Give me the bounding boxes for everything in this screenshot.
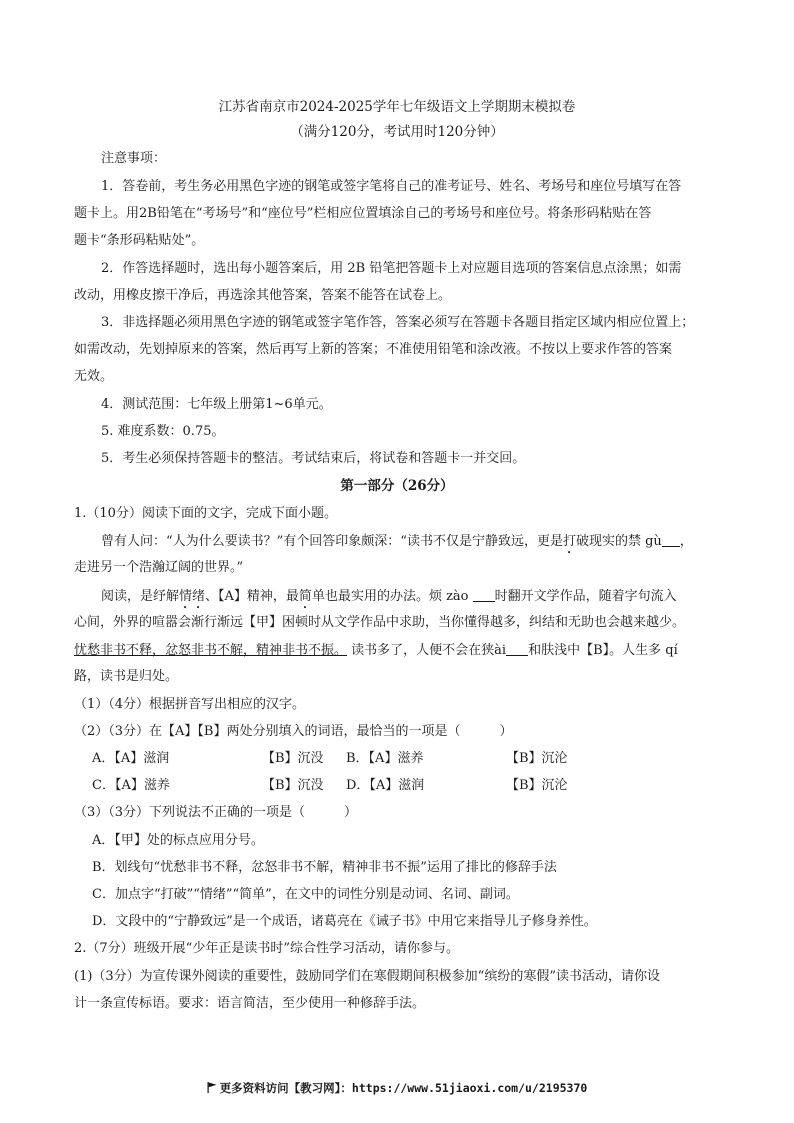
q1-stem: 1.（10分）阅读下面的文字，完成下面小题。 <box>74 506 337 521</box>
q1-passage-line-2: 走进另一个浩瀚辽阔的世界。” <box>74 560 244 575</box>
option-c-word-b: 【B】沉没 <box>262 778 324 793</box>
dotted-char-jian: 简 <box>298 589 312 604</box>
page-title: 江苏省南京市2024-2025学年七年级语文上学期期末模拟卷 <box>218 99 576 115</box>
fill-blank <box>662 534 680 547</box>
footer-text: 更多资料访问【教习网】：https://www.51jiaoxi.com/u/2195370 <box>219 1081 588 1095</box>
q1-passage-line-1 <box>101 534 693 557</box>
q1-sub-3-option-c: C．加点字“打破”“情绪”“简单”，在文中的词性分别是动词、名词、副词。 <box>92 887 519 902</box>
fill-blank <box>473 589 495 602</box>
notice-item-3-line-3: 无效。 <box>74 369 114 384</box>
notice-item-3-line-2: 如需改动，先划掉原来的答案，然后再写上新的答案；不准使用铅笔和涂改液。不按以上要求作答的答案 <box>74 342 673 357</box>
q1-passage-text: 、【A】精神，最 <box>205 589 299 604</box>
q1-passage-text: 和肤浅中【B】。人生多 qí <box>528 643 678 658</box>
q1-sub-3-option-d: D．文段中的“宁静致远”是一个成语，诸葛亮在《诫子书》中用它来指导儿子修身养性。 <box>92 914 597 929</box>
section-heading: 第一部分（26分） <box>340 478 454 494</box>
dotted-word-qingxu: 情绪 <box>179 589 206 604</box>
q1-sub-3: （3）（3分）下列说法不正确的一项是（ ） <box>74 805 358 820</box>
option-c-word-a: C．【A】滋养 <box>92 778 170 793</box>
q2-sub-1-line-1: (1)（3分）为宣传课外阅读的重要性，鼓励同学们在寒假期间积极参加“缤纷的寒假”读书活动，请你设 <box>74 969 660 984</box>
option-a-word-b: 【B】沉没 <box>262 751 324 766</box>
option-a-word-a: A．【A】滋润 <box>92 751 170 766</box>
footer-link[interactable] <box>0 1082 794 1095</box>
q1-passage-line-6: 路，读书是归处。 <box>74 669 179 684</box>
q1-passage-line-4: 心间，外界的喧嚣会渐行渐远【甲】困顿时从文学作品中求助，当你懂得越多，纠结和无助也会越来越少。 <box>74 615 686 630</box>
q1-sub-1: （1）（4分）根据拼音写出相应的汉字。 <box>74 697 306 712</box>
flag-icon <box>207 1082 217 1093</box>
q1-passage-text: 读书多了，人便不会在狭ài <box>347 643 507 658</box>
notice-item-2-line-2: 改动，用橡皮擦干净后，再选涂其他答案，答案不能答在试卷上。 <box>74 288 452 303</box>
q1-sub-2: （2）（3分）在【A】【B】两处分别填入的词语，最恰当的一项是（ ） <box>74 724 513 739</box>
q1-sub-3-option-b: B．划线句“忧愁非书不释，忿怒非书不解，精神非书不振”运用了排比的修辞手法 <box>92 860 557 875</box>
notice-item-1-line-1: 1．答卷前，考生务必用黑色字迹的钢笔或签字笔将自己的准考证号、姓名、考场号和座位号填写在答 <box>101 179 682 194</box>
notice-item-5: 5. 难度系数：0.75。 <box>101 424 225 439</box>
notice-heading: 注意事项： <box>101 151 167 166</box>
notice-item-1-line-2: 题卡上。用2B铅笔在“考场号”和“座位号”栏相应位置填涂自己的考场号和座位号。将条形码粘贴在答 <box>74 206 652 221</box>
q2-sub-1-line-2: 计一条宣传标语。要求：语言简洁，至少使用一种修辞手法。 <box>74 996 426 1011</box>
page-subtitle: （满分120分，考试用时120分钟） <box>290 124 504 140</box>
dotted-char-da: 打 <box>562 534 576 549</box>
option-d-word-a: D．【A】滋润 <box>346 778 425 793</box>
q2-stem: 2.（7分）班级开展“少年正是读书时”综合性学习活动，请你参与。 <box>74 941 459 956</box>
q1-passage-text: 阅读，是纾解 <box>101 589 180 604</box>
q1-passage-text: 时翻开文学作品，随着字句流入 <box>494 589 677 604</box>
q1-passage-line-5 <box>74 643 678 657</box>
option-b-word-a: B．【A】滋养 <box>346 751 424 766</box>
notice-item-2-line-1: 2．作答选择题时，选出每小题答案后，用 2B 铅笔把答题卡上对应题目选项的答案信息点涂黑；如需 <box>101 261 682 276</box>
notice-item-4: 4．测试范围：七年级上册第1~6单元。 <box>101 397 332 412</box>
q1-passage-text: 单也最实用的办法。烦 zào <box>311 589 473 604</box>
notice-item-3-line-1: 3．非选择题必须用黑色字迹的钢笔或签字笔作答，答案必须写在答题卡各题目指定区域内相应位置上； <box>101 315 695 330</box>
underlined-sentence: 忧愁非书不释，忿怒非书不解，精神非书不振。 <box>74 643 348 658</box>
q1-passage-text: 破现实的禁 gù <box>575 534 662 549</box>
q1-sub-3-option-a: A．【甲】处的标点应用分号。 <box>92 833 264 848</box>
q1-passage-line-3 <box>101 589 677 612</box>
option-d-word-b: 【B】沉沦 <box>506 778 568 793</box>
notice-item-1-line-3: 题卡“条形码粘贴处”。 <box>74 233 205 248</box>
fill-blank <box>506 643 528 656</box>
option-b-word-b: 【B】沉沦 <box>506 751 568 766</box>
q1-passage-text: 曾有人问：“人为什么要读书？”有个回答印象颇深：“读书不仅是宁静致远，更是 <box>101 534 563 549</box>
notice-item-6: 5．考生必须保持答题卡的整洁。考试结束后，将试卷和答题卡一并交回。 <box>101 451 526 466</box>
q1-passage-text: ， <box>679 534 693 549</box>
